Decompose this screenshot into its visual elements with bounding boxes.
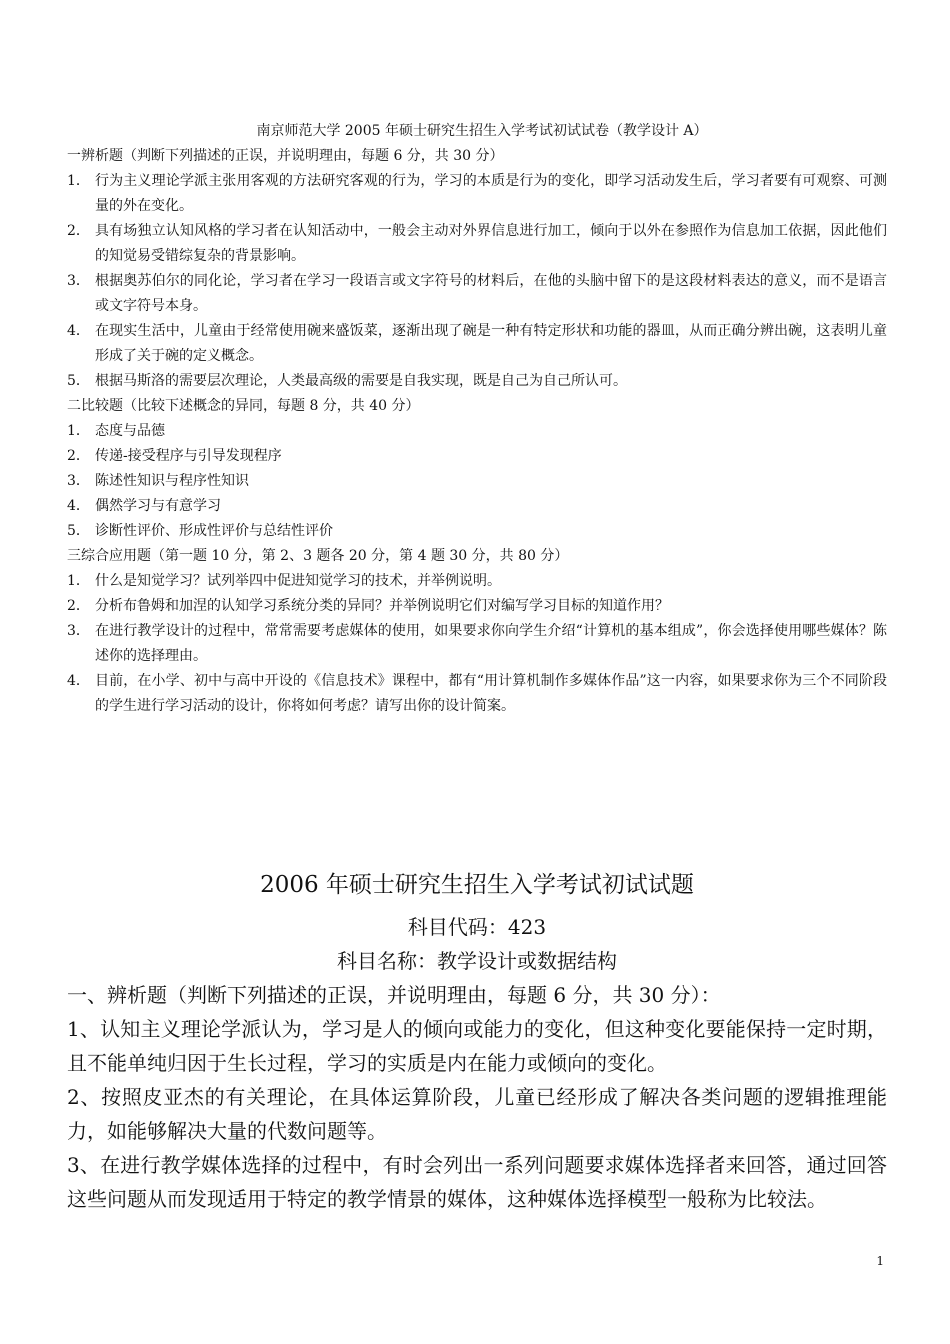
exam-2006-title: 2006 年硕士研究生招生入学考试初试试题 [260, 872, 694, 898]
exam-2005-title: 南京师范大学 2005 年硕士研究生招生入学考试初试试卷（教学设计 A） [256, 123, 708, 139]
item-number: 1． [67, 173, 90, 189]
list-item: 3、在进行教学媒体选择的过程中，有时会列出一系列问题要求媒体选择者来回答，通过回答这些问题从而发现适用于特定的教学情景的媒体，这种媒体选择模型一般称为比较法。 [67, 1153, 887, 1211]
list-item [67, 594, 887, 619]
item-number: 3． [67, 273, 90, 289]
exam-2005 [67, 119, 887, 719]
list-item [67, 419, 887, 444]
item-number: 4． [67, 323, 90, 339]
list-item [67, 469, 887, 494]
list-item [67, 319, 887, 369]
subject-code: 科目代码：423 [407, 915, 547, 939]
item-text: 在进行教学设计的过程中，常常需要考虑媒体的使用，如果要求你向学生介绍“计算机的基本组成”，你会选择使用哪些媒体？陈述你的选择理由。 [95, 623, 887, 664]
list-item [67, 169, 887, 219]
list-item [67, 669, 887, 719]
page-number: 1 [876, 1254, 884, 1268]
item-text: 目前，在小学、初中与高中开设的《信息技术》课程中，都有“用计算机制作多媒体作品”这一内容，如果要求你为三个不同阶段的学生进行学习活动的设计，你将如何考虑？请写出你的设计简案。 [95, 673, 887, 714]
item-text: 根据奥苏伯尔的同化论，学习者在学习一段语言或文字符号的材料后，在他的头脑中留下的是这段材料表达的意义，而不是语言或文字符号本身。 [95, 273, 887, 314]
section-2-heading: 二比较题（比较下述概念的异同，每题 8 分，共 40 分） [67, 398, 420, 414]
item-number: 1． [67, 573, 90, 589]
section-3-heading: 三综合应用题（第一题 10 分，第 2、3 题各 20 分，第 4 题 30 分，共 80 分） [67, 548, 569, 564]
item-number: 3． [67, 473, 90, 489]
item-text: 具有场独立认知风格的学习者在认知活动中，一般会主动对外界信息进行加工，倾向于以外在参照作为信息加工依据，因此他们的知觉易受错综复杂的背景影响。 [95, 223, 887, 264]
list-item [67, 369, 887, 394]
item-text: 分析布鲁姆和加涅的认知学习系统分类的异同？并举例说明它们对编写学习目标的知道作用？ [95, 598, 669, 614]
item-number: 2． [67, 448, 90, 464]
list-item: 2、按照皮亚杰的有关理论，在具体运算阶段，儿童已经形成了解决各类问题的逻辑推理能力，如能够解决大量的代数问题等。 [67, 1085, 887, 1143]
item-text: 诊断性评价、形成性评价与总结性评价 [95, 523, 333, 539]
section-1-heading: 一、辨析题（判断下列描述的正误，并说明理由，每题 6 分，共 30 分）： [67, 983, 721, 1007]
item-text: 陈述性知识与程序性知识 [95, 473, 249, 489]
subject-name: 科目名称：教学设计或数据结构 [337, 949, 617, 973]
section-1-heading: 一辨析题（判断下列描述的正误，并说明理由，每题 6 分，共 30 分） [67, 148, 504, 164]
item-number: 2． [67, 598, 90, 614]
item-number: 2． [67, 223, 90, 239]
item-text: 传递-接受程序与引导发现程序 [95, 448, 282, 464]
item-number: 3． [67, 623, 90, 639]
item-text: 根据马斯洛的需要层次理论，人类最高级的需要是自我实现，既是自己为自己所认可。 [95, 373, 627, 389]
item-number: 4． [67, 498, 90, 514]
list-item [67, 219, 887, 269]
item-text: 偶然学习与有意学习 [95, 498, 221, 514]
list-item [67, 269, 887, 319]
list-item [67, 494, 887, 519]
item-text: 态度与品德 [95, 423, 165, 439]
item-text: 什么是知觉学习？试列举四中促进知觉学习的技术，并举例说明。 [95, 573, 501, 589]
list-item [67, 619, 887, 669]
list-item [67, 444, 887, 469]
list-item [67, 519, 887, 544]
item-number: 4． [67, 673, 90, 689]
item-text: 在现实生活中，儿童由于经常使用碗来盛饭菜，逐渐出现了碗是一种有特定形状和功能的器皿，从而正确分辨出碗，这表明儿童形成了关于碗的定义概念。 [95, 323, 887, 364]
list-item [67, 569, 887, 594]
item-number: 1． [67, 423, 90, 439]
exam-2006 [67, 866, 887, 1216]
list-item: 1、认知主义理论学派认为，学习是人的倾向或能力的变化，但这种变化要能保持一定时期，且不能单纯归因于生长过程，学习的实质是内在能力或倾向的变化。 [67, 1017, 887, 1075]
item-number: 5． [67, 523, 90, 539]
item-number: 5． [67, 373, 90, 389]
item-text: 行为主义理论学派主张用客观的方法研究客观的行为，学习的本质是行为的变化，即学习活动发生后，学习者要有可观察、可测量的外在变化。 [95, 173, 887, 214]
